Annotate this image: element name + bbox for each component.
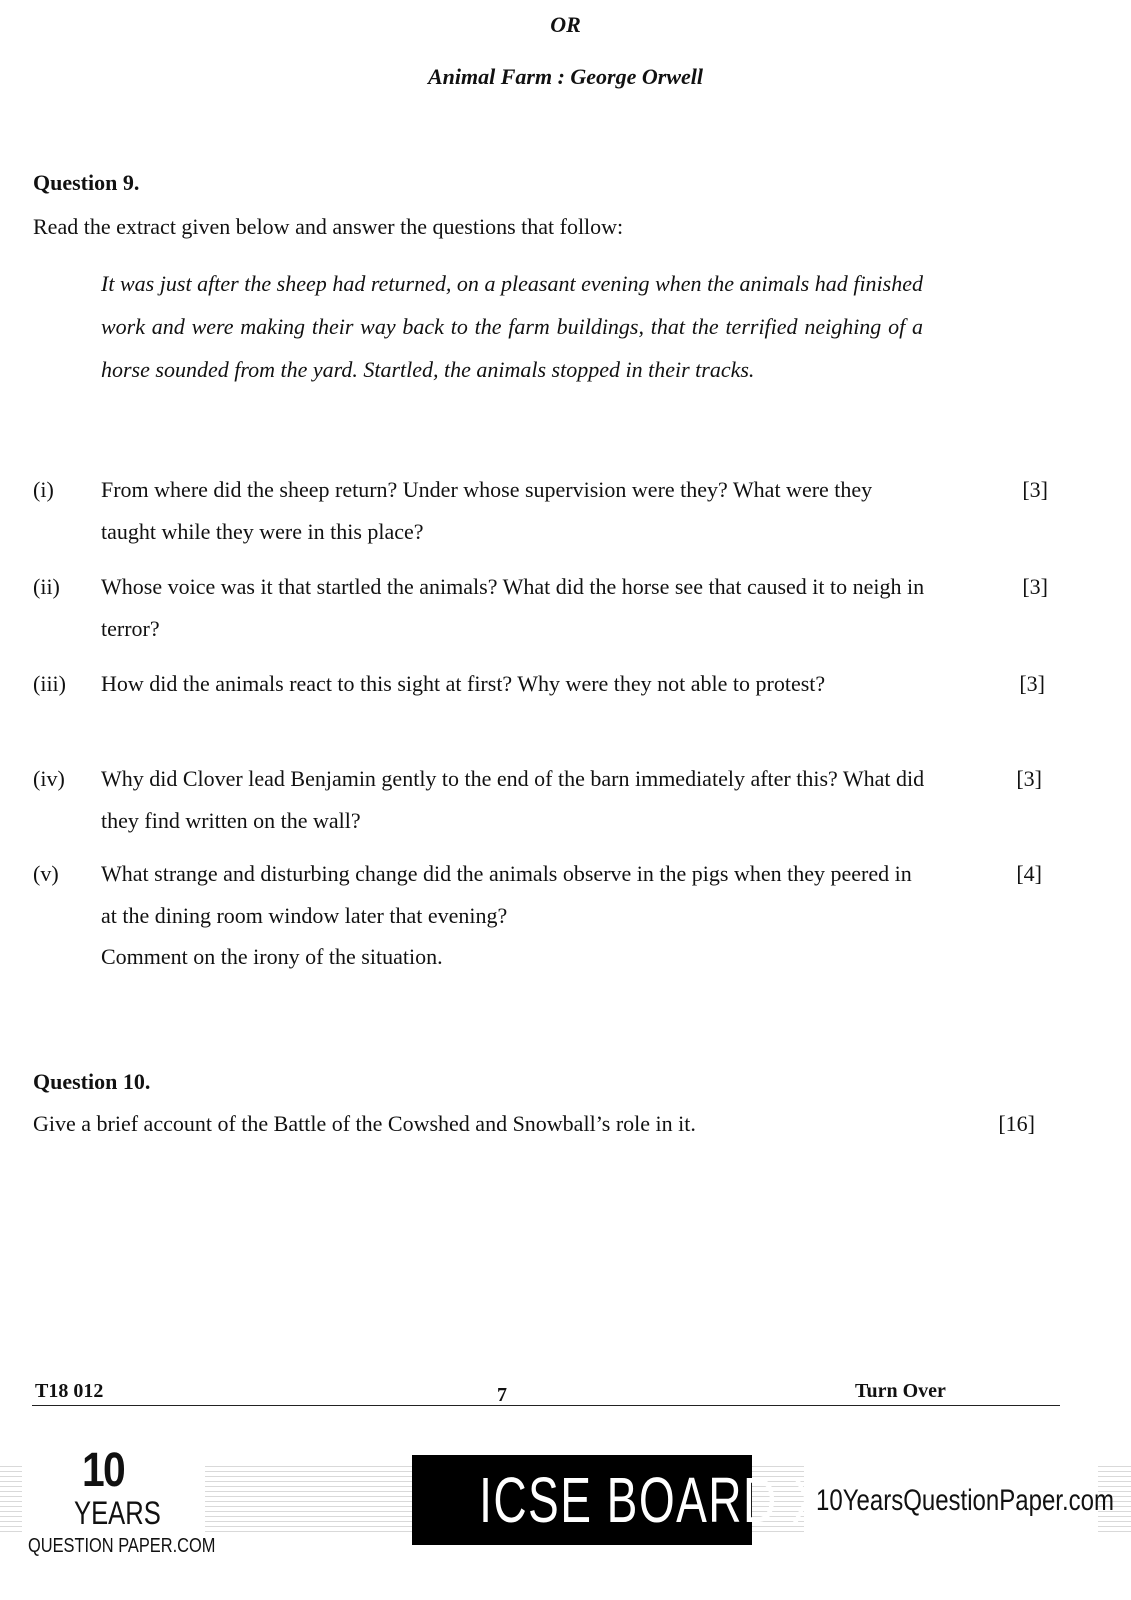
board-label: ICSE BOARD X (479, 1464, 825, 1536)
brand-stripes-mid-left (205, 1466, 415, 1534)
turn-over-label: Turn Over (855, 1380, 946, 1402)
question-10-heading: Question 10. (33, 1069, 151, 1094)
book-title: Animal Farm : George Orwell (427, 64, 703, 89)
brand-logo[interactable] (24, 1444, 216, 1595)
extract-passage: It was just after the sheep had returned, on a pleasant evening when the animals had finished work and were making their way back to the farm buildings, that the terrified neighing of a horse sounded from the yard. Startled, the animals stopped in their tracks. (101, 271, 923, 382)
page-number: 7 (497, 1384, 507, 1406)
part-v-text: What strange and disturbing change did the animals observe in the pigs when they peered in at the dining room window later that evening? (101, 861, 912, 928)
part-iv-text: Why did Clover lead Benjamin gently to the end of the barn immediately after this? What did they find written on the wall? (101, 766, 925, 833)
part-iii-number: (iii) (33, 671, 66, 696)
paper-code: T18 012 (35, 1380, 104, 1402)
part-ii-number: (ii) (33, 574, 60, 599)
part-i-marks: [3] (1022, 477, 1048, 502)
website-link[interactable]: 10YearsQuestionPaper.com (816, 1484, 1114, 1517)
question-10-text: Give a brief account of the Battle of the Cowshed and Snowball’s role in it. (33, 1111, 696, 1136)
part-i-text: From where did the sheep return? Under whose supervision were they? What were they taught while they were in this place? (101, 477, 873, 544)
brand-stripes-left (0, 1466, 22, 1534)
question-9-heading: Question 9. (33, 170, 140, 195)
part-v-marks: [4] (1016, 861, 1042, 886)
part-v-number: (v) (33, 861, 59, 886)
logo-years: YEARS (74, 1495, 161, 1531)
question-10-marks: [16] (998, 1111, 1035, 1136)
part-iv-number: (iv) (33, 766, 65, 791)
part-v-comment: Comment on the irony of the situation. (101, 944, 443, 969)
part-iii-text: How did the animals react to this sight at first? Why were they not able to protest? (101, 671, 826, 696)
footer-divider (32, 1405, 1060, 1406)
part-ii-marks: [3] (1022, 574, 1048, 599)
question-9-instruction: Read the extract given below and answer the questions that follow: (33, 214, 624, 239)
board-banner (412, 1455, 825, 1545)
part-iv-marks: [3] (1016, 766, 1042, 791)
or-label: OR (550, 12, 581, 37)
logo-site: QUESTION PAPER.COM (28, 1535, 216, 1557)
logo-number: 10 (82, 1444, 124, 1497)
part-ii-text: Whose voice was it that startled the animals? What did the horse see that caused it to neigh in terror? (101, 574, 925, 641)
part-i-number: (i) (33, 477, 54, 502)
part-iii-marks: [3] (1019, 671, 1045, 696)
